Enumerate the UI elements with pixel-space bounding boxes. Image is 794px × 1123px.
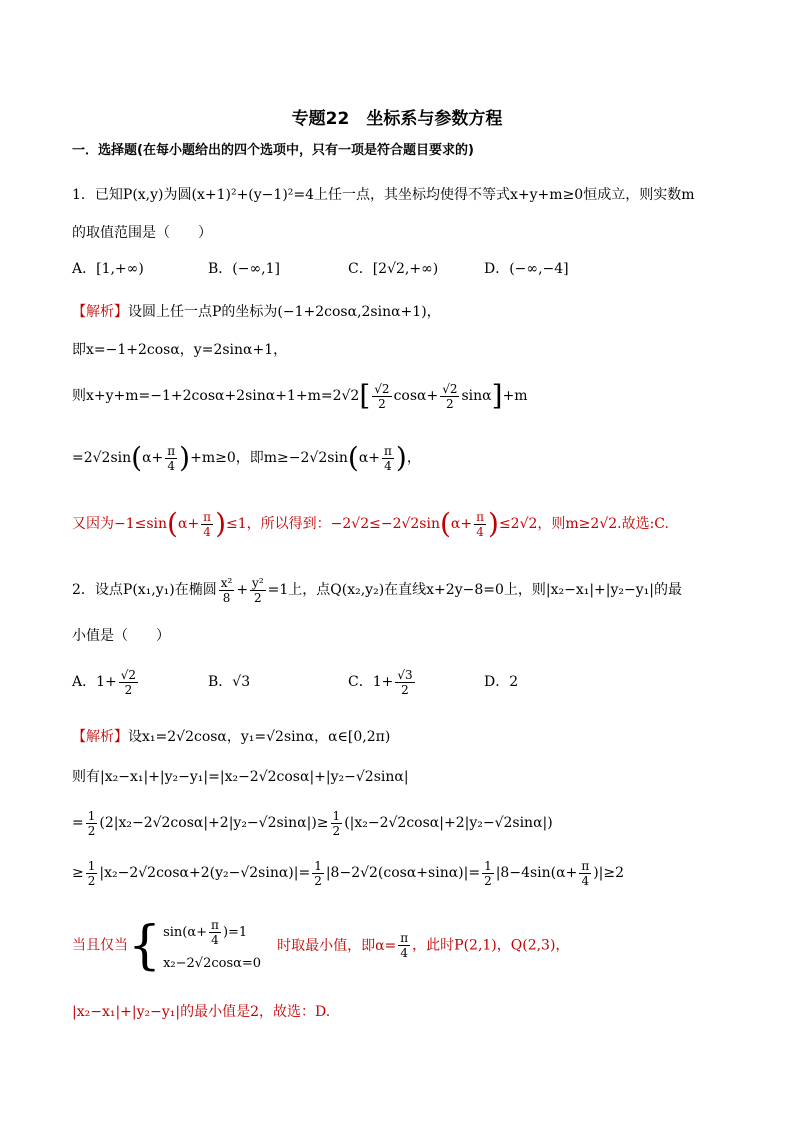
q1-solution-text: 设圆上任一点P的坐标为(−1+2cosα,2sinα+1)， (128, 304, 441, 320)
q2-sol3-c: (|x₂−2√2cosα|+2|y₂−√2sinα|) (344, 815, 553, 831)
q1-option-b[interactable]: B．(−∞,1] (208, 261, 280, 277)
q2-solution-line6 (72, 1003, 330, 1021)
section-heading: 一．选择题(在每小题给出的四个选项中，只有一项是符合题目要求的) (72, 143, 474, 158)
fraction: $\frac{1}{2}$ (332, 808, 341, 838)
right-bracket: ] (491, 379, 503, 412)
q1-sol4-a: =2√2sin (72, 450, 132, 466)
solution-tag: 【解析】 (72, 729, 128, 745)
left-paren: ( (439, 507, 451, 540)
q2-sol5-b: 时取最小值，即α= (277, 937, 397, 954)
q1-stem-line2: 的取值范围是（ ） (72, 225, 212, 241)
q2-sol5-c: ，此时P(2,1)，Q(2,3)， (412, 937, 570, 954)
system-row-1: sin(α+ $\frac{\pi}{4}$ )=1 (163, 918, 248, 947)
left-paren: ( (131, 441, 143, 474)
q1-solution-line2: 即x=−1+2cosα，y=2sinα+1， (72, 342, 288, 358)
q1-solution-line3 (72, 378, 528, 414)
q1-solution-line1 (72, 303, 441, 321)
q1-solution-line5 (72, 506, 669, 542)
left-bracket: [ (359, 379, 371, 412)
q1-sol5-c: ≤2√2，则m≥2√2.故选:C. (498, 516, 669, 532)
q2-sol3-a: = (72, 815, 84, 831)
system-row-2: x₂−2√2cosα=0 (163, 956, 262, 971)
q1-option-c[interactable]: C．[2√2,+∞) (348, 261, 439, 277)
q1-sol4-b: α+ (358, 450, 381, 466)
fraction: $\frac{√2}{2}$ (120, 667, 137, 697)
q2-sol4-a: ≥ (72, 865, 84, 881)
fraction: $\frac{\pi}{4}$ (211, 918, 219, 947)
system-rows (163, 918, 261, 973)
q1-sol5-alpha: α+ (177, 516, 200, 532)
fraction: $\frac{\text{x²}}{8}$ (220, 575, 233, 605)
q1-sol3-mid: cosα+ (393, 388, 439, 404)
q1-sol4-d: ， (406, 450, 421, 466)
q1-option-a[interactable]: A．[1,+∞) (72, 261, 144, 277)
left-brace: { (128, 915, 162, 976)
q2-sol4-c: |8−2√2(cosα+sinα)|= (325, 865, 481, 881)
q1-sol4-c: +m≥0，即m≥−2√2sin (190, 450, 348, 466)
right-paren: ) (488, 507, 499, 540)
q2-solution-text: 设x₁=2√2cosα，y₁=√2sinα，α∈[0,2π) (128, 729, 391, 745)
page-title: 专题22 坐标系与参数方程 (291, 109, 503, 129)
fraction: $\frac{√2}{2}$ (442, 381, 458, 411)
right-paren: ) (215, 507, 226, 540)
fraction: $\frac{\text{y²}}{2}$ (252, 575, 264, 605)
q2-sol6-a: |x₂−x₁|+|y₂−y₁|的最小值是2，故选：D. (72, 1004, 331, 1020)
q2-sol4-b: |x₂−2√2cosα+2(y₂−√2sinα)|= (99, 865, 311, 881)
fraction: $\frac{\pi}{4}$ (581, 858, 590, 888)
q2-solution-line3 (72, 805, 553, 841)
fraction: $\frac{\pi}{4}$ (203, 509, 212, 539)
q1-option-d[interactable]: D．(−∞,−4] (484, 261, 569, 277)
q1-sol3-end: +m (502, 388, 528, 404)
q1-sol4-b: α+ (142, 450, 164, 466)
q1-sol5-a: 又因为−1≤sin (72, 516, 168, 532)
fraction: $\frac{\pi}{4}$ (476, 509, 484, 539)
q2-solution-line4 (72, 855, 624, 891)
fraction: $\frac{√2}{2}$ (374, 381, 390, 411)
q1-sol3-prefix: 则x+y+m=−1+2cosα+2sinα+1+m=2√2 (72, 388, 360, 404)
q2-sol5-a: 当且仅当 (72, 937, 128, 954)
q2-option-d[interactable]: D．2 (484, 674, 519, 690)
q1-sol3-tail: sinα (461, 388, 492, 404)
q2-sol4-e: )|≥2 (593, 865, 625, 881)
fraction: $\frac{\pi}{4}$ (167, 443, 176, 473)
q2-option-a[interactable]: A．1+ $\frac{√2}{2}$ (72, 667, 137, 697)
fraction: $\frac{1}{2}$ (314, 858, 322, 888)
fraction: $\frac{1}{2}$ (484, 858, 492, 888)
q1-stem-line1: 1．已知P(x,y)为圆(x+1)²+(y−1)²=4上任一点，其坐标均使得不等式x+y+m≥0恒成立，则实数m (72, 187, 695, 203)
q2-option-c[interactable]: C．1+ $\frac{√3}{2}$ (348, 667, 413, 697)
q2-stem-line2: 小值是（ ） (72, 628, 170, 644)
q2-line1-b: =1上，点Q(x₂,y₂)在直线x+2y−8=0上，则|x₂−x₁|+|y₂−y₁|的最 (267, 582, 682, 598)
q2-option-b[interactable]: B．√3 (208, 674, 251, 690)
q2-solution-line2: 则有|x₂−x₁|+|y₂−y₁|=|x₂−2√2cosα|+|y₂−√2sinα| (72, 769, 409, 785)
left-paren: ( (347, 441, 359, 474)
equation-system (128, 915, 262, 976)
right-paren: ) (395, 441, 407, 474)
q2-solution-line1 (72, 728, 390, 746)
right-paren: ) (179, 441, 191, 474)
q2-stem-line1: 2．设点P(x₁,y₁)在椭圆 $\frac{\text{x²}}{8}$ + $\frac{\text{y²}}{2}$ =1上，点Q(x₂,y₂)在直线x+2y−8=0上，则|x₂−x₁|+|y₂−y₁|的最 (72, 575, 682, 605)
q2-options (72, 664, 722, 704)
fraction: $\frac{1}{2}$ (87, 808, 96, 838)
fraction: $\frac{\pi}{4}$ (384, 443, 392, 473)
fraction: $\frac{√3}{2}$ (397, 667, 413, 697)
q1-sol5-alpha: α+ (450, 516, 473, 532)
solution-tag: 【解析】 (72, 304, 128, 320)
q1-options (72, 260, 722, 280)
q1-sol5-b: ≤1，所以得到：−2√2≤−2√2sin (226, 516, 440, 532)
fraction: $\frac{1}{2}$ (87, 858, 96, 888)
q1-solution-line4 (72, 440, 421, 476)
left-paren: ( (167, 507, 178, 540)
q2-sol3-b: (2|x₂−2√2cosα|+2|y₂−√2sinα|)≥ (99, 815, 329, 831)
q2-sol4-d: |8−4sin(α+ (495, 865, 578, 881)
q2-solution-line5 (72, 915, 570, 978)
fraction: $\frac{\pi}{4}$ (400, 931, 409, 960)
q2-line1-a: 2．设点P(x₁,y₁)在椭圆 (72, 582, 217, 598)
